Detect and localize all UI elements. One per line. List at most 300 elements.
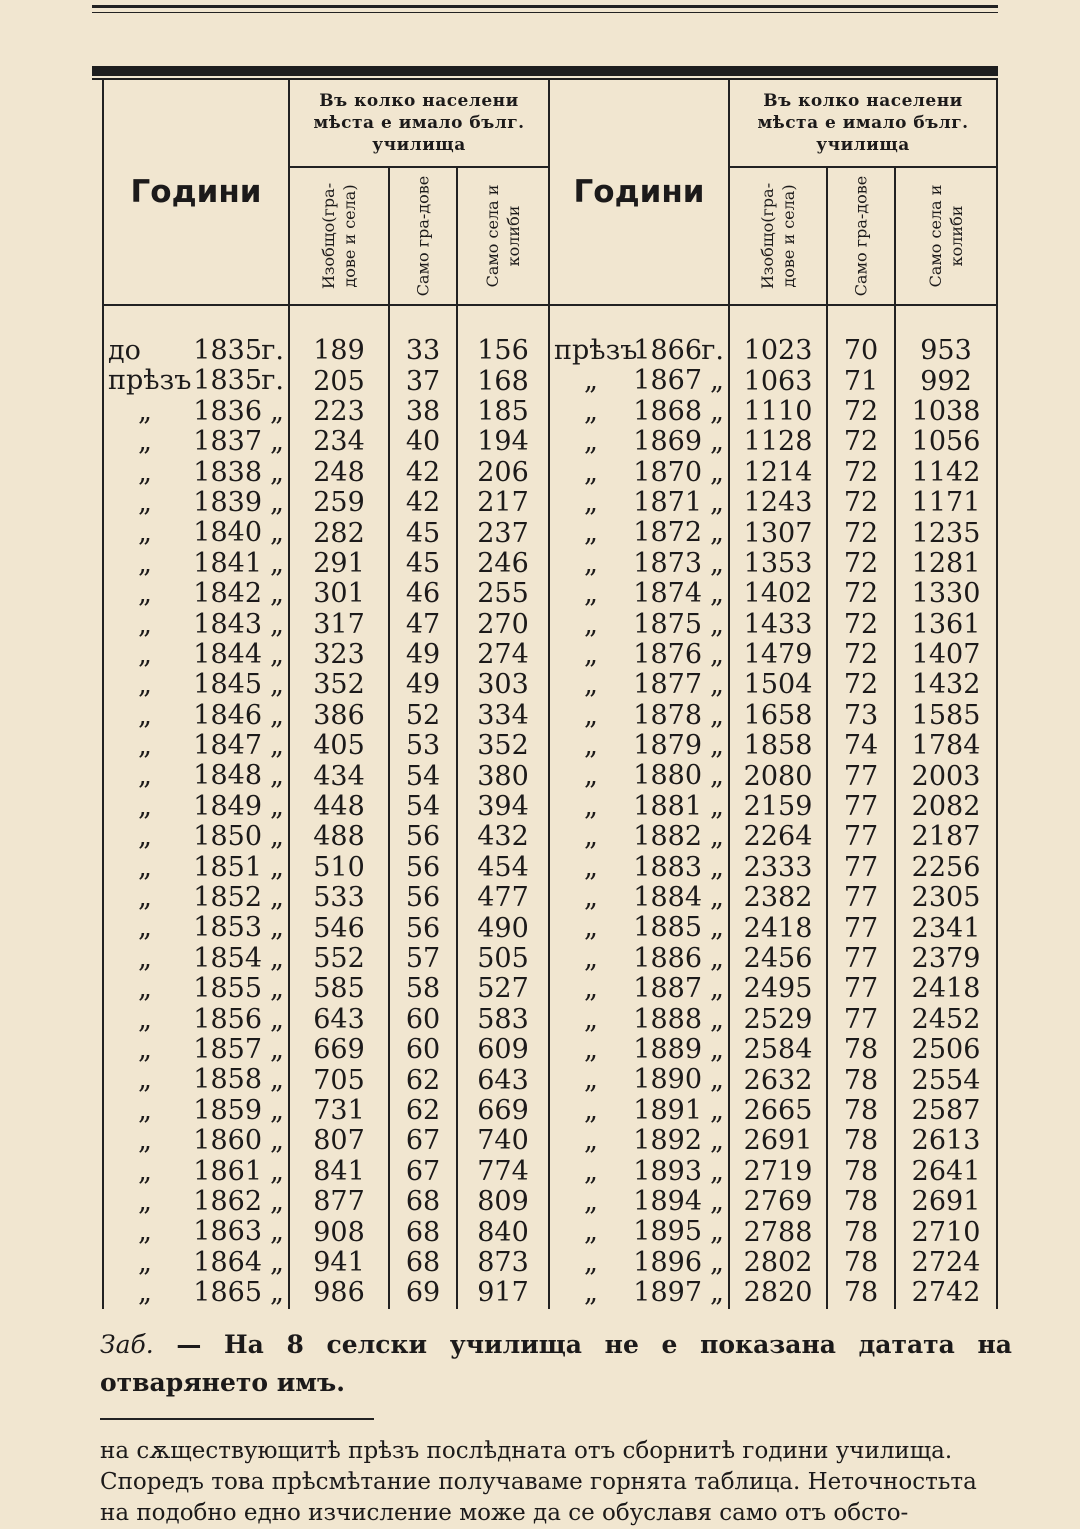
top-rule — [92, 5, 998, 8]
villages-cell-left: 505 — [457, 944, 549, 974]
villages-cell-right: 2641 — [895, 1157, 997, 1187]
total-cell-right: 2788 — [729, 1217, 827, 1247]
towns-cell-right: 78 — [827, 1157, 895, 1187]
total-cell-left: 259 — [289, 488, 389, 518]
year-cell-right — [549, 701, 729, 731]
year-suffix: „ — [710, 912, 725, 944]
year-value: 1890 — [633, 1064, 703, 1096]
year-suffix: „ — [710, 882, 725, 914]
villages-cell-right: 2710 — [895, 1217, 997, 1247]
table-spacer — [103, 305, 997, 336]
villages-cell-right: 1361 — [895, 610, 997, 640]
year-value: 1841 — [193, 547, 262, 579]
total-cell-right: 2264 — [729, 822, 827, 852]
year-value: 1845 — [193, 669, 262, 701]
year-suffix: „ — [270, 730, 284, 762]
year-prefix: „ — [584, 760, 599, 792]
year-cell-left — [103, 1248, 289, 1278]
year-value: 1876 — [633, 638, 703, 670]
table-row — [103, 427, 997, 457]
year-prefix: „ — [584, 456, 599, 488]
villages-cell-right: 2379 — [895, 944, 997, 974]
year-suffix: „ — [270, 1277, 284, 1309]
year-suffix: „ — [710, 426, 725, 458]
towns-cell-left: 56 — [389, 853, 457, 883]
total-cell-right: 2382 — [729, 883, 827, 913]
year-suffix: „ — [710, 486, 725, 518]
year-suffix: „ — [710, 1155, 725, 1187]
year-prefix: „ — [138, 1064, 152, 1096]
villages-cell-left: 432 — [457, 822, 549, 852]
year-suffix: „ — [270, 1125, 284, 1157]
year-prefix: „ — [584, 547, 599, 579]
year-cell-right — [549, 883, 729, 913]
villages-cell-right: 992 — [895, 366, 997, 396]
table-row — [103, 1035, 997, 1065]
year-cell-right — [549, 336, 729, 366]
year-prefix: „ — [584, 1033, 599, 1065]
towns-cell-left: 33 — [389, 336, 457, 366]
table-row — [103, 549, 997, 579]
total-cell-left: 248 — [289, 458, 389, 488]
year-cell-left — [103, 1278, 289, 1308]
towns-cell-right: 77 — [827, 822, 895, 852]
total-cell-right: 2632 — [729, 1065, 827, 1095]
year-prefix: „ — [584, 608, 599, 640]
year-cell-left — [103, 1126, 289, 1156]
year-value: 1884 — [633, 882, 703, 914]
villages-cell-left: 669 — [457, 1096, 549, 1126]
year-cell-right — [549, 1065, 729, 1095]
towns-cell-left: 60 — [389, 1035, 457, 1065]
years-header-right: Години — [549, 80, 729, 305]
table-row — [103, 1157, 997, 1187]
total-cell-left: 807 — [289, 1126, 389, 1156]
year-cell-right — [549, 610, 729, 640]
total-cell-right: 1110 — [729, 397, 827, 427]
year-prefix: „ — [138, 578, 152, 610]
towns-cell-right: 72 — [827, 397, 895, 427]
towns-cell-left: 54 — [389, 761, 457, 791]
year-suffix: „ — [270, 456, 284, 488]
year-cell-left — [103, 397, 289, 427]
total-cell-left: 282 — [289, 518, 389, 548]
year-suffix: г. — [701, 335, 725, 366]
year-prefix: „ — [584, 517, 599, 549]
total-cell-right: 2719 — [729, 1157, 827, 1187]
year-cell-right — [549, 822, 729, 852]
year-prefix: „ — [584, 851, 599, 883]
towns-cell-left: 68 — [389, 1248, 457, 1278]
year-prefix: „ — [584, 942, 599, 974]
year-value: 1864 — [193, 1246, 262, 1278]
year-suffix: „ — [710, 790, 725, 822]
total-cell-right: 2495 — [729, 974, 827, 1004]
year-suffix: „ — [710, 365, 725, 397]
total-cell-right: 2080 — [729, 761, 827, 791]
year-prefix: „ — [138, 973, 152, 1005]
villages-cell-right: 1142 — [895, 458, 997, 488]
villages-cell-right: 2082 — [895, 792, 997, 822]
year-cell-left — [103, 974, 289, 1004]
total-cell-right: 1214 — [729, 458, 827, 488]
body-line: на подобно едно изчисление може да се обуславя само отъ обсто- — [100, 1500, 909, 1526]
villages-cell-left: 217 — [457, 488, 549, 518]
table-row — [103, 913, 997, 943]
year-prefix: „ — [138, 486, 152, 518]
towns-cell-right: 78 — [827, 1096, 895, 1126]
villages-cell-right: 2691 — [895, 1187, 997, 1217]
villages-cell-left: 270 — [457, 610, 549, 640]
towns-cell-right: 77 — [827, 974, 895, 1004]
villages-cell-right: 1038 — [895, 397, 997, 427]
top-rule-thin — [92, 12, 998, 13]
towns-cell-left: 46 — [389, 579, 457, 609]
year-prefix: „ — [584, 1185, 599, 1217]
year-prefix: „ — [138, 1277, 152, 1309]
towns-cell-right: 70 — [827, 336, 895, 366]
year-value: 1861 — [193, 1155, 262, 1187]
year-prefix: „ — [138, 517, 152, 549]
year-suffix: „ — [710, 1064, 725, 1096]
year-cell-right — [549, 853, 729, 883]
year-cell-left — [103, 883, 289, 913]
villages-cell-left: 303 — [457, 670, 549, 700]
towns-cell-left: 49 — [389, 670, 457, 700]
year-prefix: „ — [138, 456, 152, 488]
villages-cell-left: 809 — [457, 1187, 549, 1217]
year-prefix: „ — [584, 1064, 599, 1096]
year-prefix: „ — [138, 638, 152, 670]
year-value: 1880 — [633, 760, 703, 792]
schools-table-block — [92, 66, 998, 1309]
villages-cell-left: 237 — [457, 518, 549, 548]
year-cell-right — [549, 549, 729, 579]
villages-cell-left: 206 — [457, 458, 549, 488]
year-value: 1867 — [633, 365, 703, 397]
towns-cell-right: 78 — [827, 1187, 895, 1217]
total-cell-right: 1307 — [729, 518, 827, 548]
year-prefix: „ — [138, 1094, 152, 1126]
year-cell-right — [549, 397, 729, 427]
year-value: 1851 — [193, 851, 262, 883]
year-value: 1849 — [193, 790, 262, 822]
year-cell-right — [549, 1157, 729, 1187]
year-value: 1865 — [193, 1277, 262, 1309]
year-value: 1897 — [633, 1277, 703, 1309]
villages-cell-right: 1281 — [895, 549, 997, 579]
year-suffix: „ — [710, 942, 725, 974]
year-suffix: „ — [710, 1033, 725, 1065]
year-cell-right — [549, 488, 729, 518]
year-value: 1869 — [633, 426, 703, 458]
year-value: 1843 — [193, 608, 262, 640]
year-value: 1859 — [193, 1094, 262, 1126]
villages-cell-right: 2305 — [895, 883, 997, 913]
year-suffix: „ — [710, 1003, 725, 1035]
towns-cell-right: 73 — [827, 701, 895, 731]
year-cell-left — [103, 640, 289, 670]
year-suffix: „ — [270, 1094, 284, 1126]
towns-cell-right: 72 — [827, 610, 895, 640]
col-towns-header-right: Само гра-дове — [827, 167, 895, 305]
col-total-header-left: Изобщо(гра-дове и села) — [289, 167, 389, 305]
villages-cell-left: 380 — [457, 761, 549, 791]
year-cell-left — [103, 610, 289, 640]
year-suffix: „ — [270, 790, 284, 822]
year-cell-right — [549, 1096, 729, 1126]
year-value: 1850 — [193, 821, 262, 853]
total-cell-left: 301 — [289, 579, 389, 609]
year-value: 1886 — [633, 942, 703, 974]
year-cell-left — [103, 1096, 289, 1126]
towns-cell-right: 72 — [827, 579, 895, 609]
table-note — [100, 1326, 1012, 1402]
total-cell-right: 2665 — [729, 1096, 827, 1126]
year-cell-right — [549, 1217, 729, 1247]
towns-cell-right: 78 — [827, 1248, 895, 1278]
total-cell-right: 2418 — [729, 913, 827, 943]
total-cell-right: 1658 — [729, 701, 827, 731]
year-value: 1888 — [633, 1003, 703, 1035]
year-cell-left — [103, 579, 289, 609]
year-value: 1871 — [633, 486, 703, 518]
year-suffix: „ — [710, 973, 725, 1005]
year-cell-right — [549, 761, 729, 791]
year-suffix: „ — [270, 851, 284, 883]
year-prefix: „ — [584, 1246, 599, 1278]
year-prefix: „ — [138, 882, 152, 914]
towns-cell-left: 68 — [389, 1187, 457, 1217]
year-suffix: „ — [270, 1033, 284, 1065]
towns-cell-right: 72 — [827, 549, 895, 579]
year-prefix: „ — [584, 730, 599, 762]
total-cell-right: 1243 — [729, 488, 827, 518]
year-value: 1862 — [193, 1185, 262, 1217]
year-prefix: „ — [584, 882, 599, 914]
year-value: 1860 — [193, 1125, 262, 1157]
year-value: 1872 — [633, 517, 703, 549]
table-row — [103, 670, 997, 700]
table-row — [103, 488, 997, 518]
year-suffix: „ — [270, 882, 284, 914]
towns-cell-right: 78 — [827, 1035, 895, 1065]
year-cell-right — [549, 1005, 729, 1035]
schools-table — [102, 80, 998, 1309]
group-header-left: Въ колко населени мѣста е имало бълг. училища — [289, 80, 549, 167]
towns-cell-right: 72 — [827, 427, 895, 457]
year-suffix: „ — [710, 456, 725, 488]
year-suffix: г. — [261, 335, 284, 366]
villages-cell-right: 1407 — [895, 640, 997, 670]
towns-cell-left: 68 — [389, 1217, 457, 1247]
year-prefix: „ — [584, 1277, 599, 1309]
table-row — [103, 974, 997, 1004]
year-cell-left — [103, 853, 289, 883]
villages-cell-right: 1056 — [895, 427, 997, 457]
year-cell-left — [103, 792, 289, 822]
year-value: 1889 — [633, 1033, 703, 1065]
year-prefix: „ — [138, 426, 152, 458]
total-cell-left: 434 — [289, 761, 389, 791]
total-cell-right: 2802 — [729, 1248, 827, 1278]
villages-cell-left: 917 — [457, 1278, 549, 1308]
villages-cell-right: 2742 — [895, 1278, 997, 1308]
year-cell-right — [549, 1035, 729, 1065]
year-value: 1853 — [193, 912, 262, 944]
year-value: 1895 — [633, 1216, 703, 1248]
towns-cell-left: 49 — [389, 640, 457, 670]
villages-cell-left: 873 — [457, 1248, 549, 1278]
table-row — [103, 701, 997, 731]
villages-cell-left: 246 — [457, 549, 549, 579]
year-prefix: „ — [584, 365, 599, 397]
year-cell-right — [549, 792, 729, 822]
total-cell-left: 731 — [289, 1096, 389, 1126]
towns-cell-left: 40 — [389, 427, 457, 457]
year-value: 1852 — [193, 882, 262, 914]
towns-cell-right: 72 — [827, 670, 895, 700]
table-row — [103, 1278, 997, 1308]
total-cell-left: 585 — [289, 974, 389, 1004]
villages-cell-right: 2256 — [895, 853, 997, 883]
year-cell-left — [103, 1157, 289, 1187]
villages-cell-left: 274 — [457, 640, 549, 670]
table-row — [103, 397, 997, 427]
towns-cell-left: 45 — [389, 549, 457, 579]
year-suffix: „ — [270, 578, 284, 610]
table-row — [103, 336, 997, 366]
total-cell-right: 2769 — [729, 1187, 827, 1217]
year-cell-left — [103, 1035, 289, 1065]
year-value: 1882 — [633, 821, 703, 853]
total-cell-right: 1858 — [729, 731, 827, 761]
year-prefix: „ — [584, 486, 599, 518]
year-value: 1840 — [193, 517, 262, 549]
villages-cell-right: 1171 — [895, 488, 997, 518]
year-value: 1891 — [633, 1094, 703, 1126]
year-suffix: г. — [261, 365, 284, 397]
villages-cell-right: 2587 — [895, 1096, 997, 1126]
year-prefix: „ — [138, 760, 152, 792]
year-suffix: „ — [710, 669, 725, 701]
year-suffix: „ — [270, 1155, 284, 1187]
year-value: 1846 — [193, 699, 262, 731]
year-cell-right — [549, 1278, 729, 1308]
towns-cell-left: 42 — [389, 488, 457, 518]
table-row — [103, 761, 997, 791]
towns-cell-right: 71 — [827, 366, 895, 396]
year-value: 1874 — [633, 578, 703, 610]
table-row — [103, 579, 997, 609]
total-cell-left: 386 — [289, 701, 389, 731]
year-prefix: „ — [584, 578, 599, 610]
year-prefix: прѣзъ — [108, 365, 192, 397]
year-cell-left — [103, 944, 289, 974]
towns-cell-left: 47 — [389, 610, 457, 640]
villages-cell-left: 840 — [457, 1217, 549, 1247]
table-row — [103, 518, 997, 548]
year-suffix: „ — [710, 1216, 725, 1248]
table-row — [103, 1096, 997, 1126]
towns-cell-left: 62 — [389, 1096, 457, 1126]
total-cell-right: 2456 — [729, 944, 827, 974]
year-suffix: „ — [710, 638, 725, 670]
year-cell-right — [549, 1126, 729, 1156]
year-cell-right — [549, 913, 729, 943]
towns-cell-right: 78 — [827, 1065, 895, 1095]
year-suffix: „ — [710, 699, 725, 731]
villages-cell-left: 774 — [457, 1157, 549, 1187]
year-cell-left — [103, 1065, 289, 1095]
note-text: — На 8 селски училища не е показана датата на отварянето имъ. — [100, 1330, 1012, 1397]
villages-cell-left: 527 — [457, 974, 549, 1004]
col-villages-header-left: Само села и колиби — [457, 167, 549, 305]
towns-cell-left: 67 — [389, 1126, 457, 1156]
table-row — [103, 792, 997, 822]
total-cell-left: 669 — [289, 1035, 389, 1065]
year-cell-left — [103, 761, 289, 791]
table-row — [103, 1065, 997, 1095]
year-prefix: „ — [584, 821, 599, 853]
total-cell-left: 317 — [289, 610, 389, 640]
year-value: 1854 — [193, 942, 262, 974]
towns-cell-left: 37 — [389, 366, 457, 396]
year-value: 1887 — [633, 973, 703, 1005]
year-cell-right — [549, 670, 729, 700]
villages-cell-left: 643 — [457, 1065, 549, 1095]
total-cell-right: 1402 — [729, 579, 827, 609]
villages-cell-left: 156 — [457, 336, 549, 366]
year-suffix: „ — [710, 578, 725, 610]
villages-cell-left: 740 — [457, 1126, 549, 1156]
year-prefix: „ — [584, 790, 599, 822]
villages-cell-right: 1432 — [895, 670, 997, 700]
villages-cell-right: 2418 — [895, 974, 997, 1004]
total-cell-right: 1023 — [729, 336, 827, 366]
villages-cell-left: 583 — [457, 1005, 549, 1035]
year-suffix: „ — [710, 760, 725, 792]
year-suffix: „ — [270, 912, 284, 944]
year-prefix: прѣзъ — [554, 335, 638, 366]
year-value: 1877 — [633, 669, 703, 701]
year-prefix: „ — [138, 730, 152, 762]
total-cell-right: 2159 — [729, 792, 827, 822]
year-value: 1868 — [633, 395, 703, 427]
years-header-left: Години — [103, 80, 289, 305]
villages-cell-left: 490 — [457, 913, 549, 943]
villages-cell-right: 2187 — [895, 822, 997, 852]
table-row — [103, 640, 997, 670]
total-cell-left: 223 — [289, 397, 389, 427]
villages-cell-left: 255 — [457, 579, 549, 609]
villages-cell-right: 1330 — [895, 579, 997, 609]
total-cell-left: 323 — [289, 640, 389, 670]
year-suffix: „ — [270, 517, 284, 549]
year-suffix: „ — [270, 1185, 284, 1217]
towns-cell-right: 77 — [827, 944, 895, 974]
villages-cell-right: 2341 — [895, 913, 997, 943]
year-prefix: „ — [584, 1003, 599, 1035]
year-prefix: „ — [138, 1033, 152, 1065]
year-cell-right — [549, 458, 729, 488]
year-prefix: „ — [584, 1155, 599, 1187]
villages-cell-left: 194 — [457, 427, 549, 457]
total-cell-left: 405 — [289, 731, 389, 761]
towns-cell-left: 58 — [389, 974, 457, 1004]
year-suffix: „ — [270, 669, 284, 701]
table-row — [103, 731, 997, 761]
